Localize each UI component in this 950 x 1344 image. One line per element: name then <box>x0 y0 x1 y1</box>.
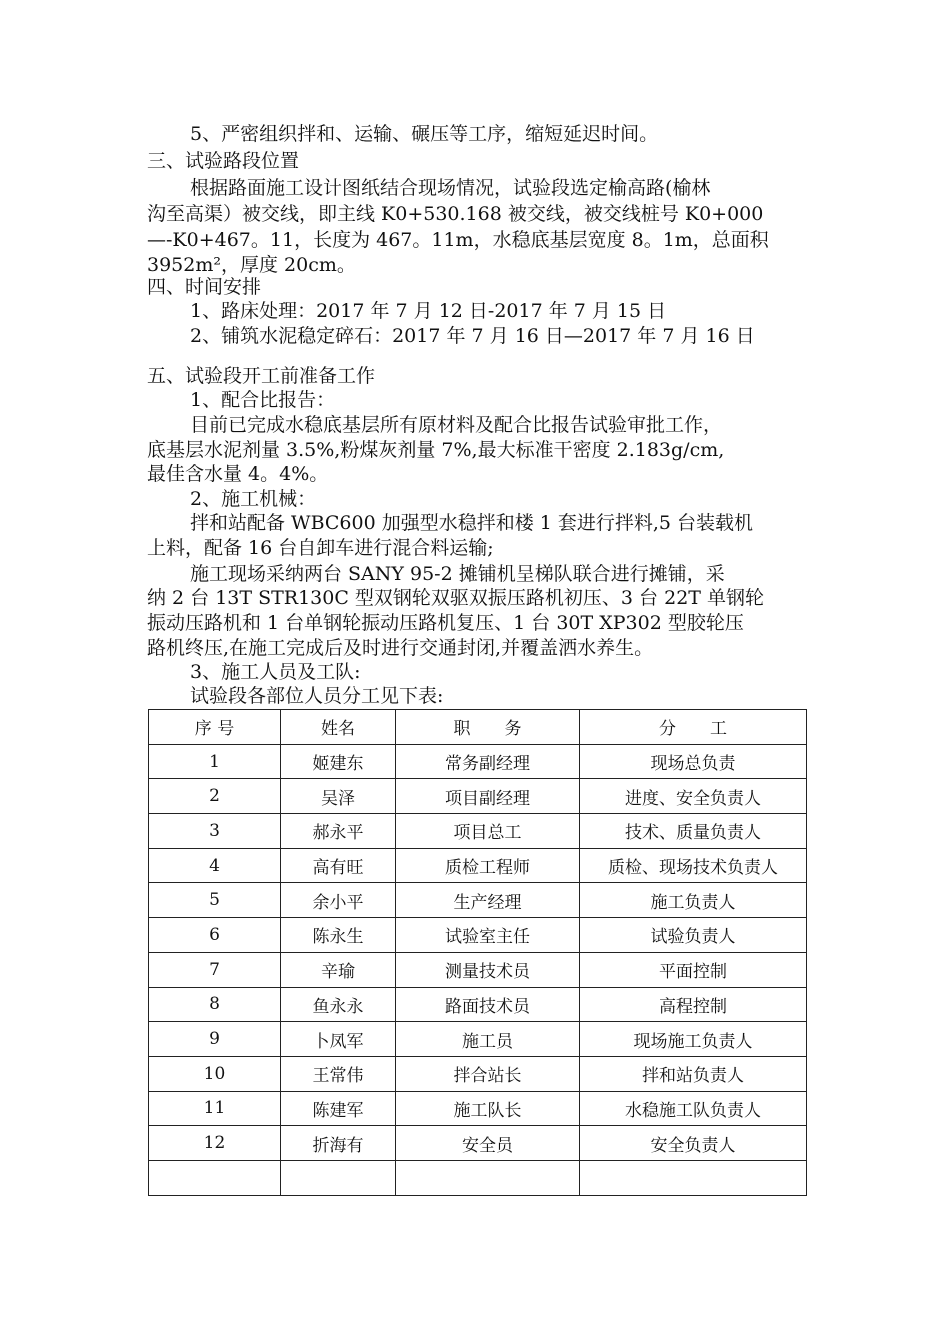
cell-name: 鱼永永 <box>281 987 396 1022</box>
cell-duty: 现场总负责 <box>580 744 807 779</box>
cell-position: 项目总工 <box>396 814 580 849</box>
cell-number: 10 <box>149 1056 281 1091</box>
paragraph-line: 最佳含水量 4。4%。 <box>147 463 329 485</box>
paragraph-line: 3952m²，厚度 20cm。 <box>147 254 356 276</box>
paragraph-line: 振动压路机和 1 台单钢轮振动压路机复压、1 台 30T XP302 型胶轮压 <box>147 612 744 634</box>
table-row <box>149 1056 807 1091</box>
cell-position: 质检工程师 <box>396 848 580 883</box>
cell-duty: 拌和站负责人 <box>580 1056 807 1091</box>
paragraph-line: 拌和站配备 WBC600 加强型水稳拌和楼 1 套进行拌料,5 台装载机 <box>190 512 754 534</box>
cell-position <box>396 1160 580 1195</box>
cell-duty: 施工负责人 <box>580 883 807 918</box>
cell-duty: 高程控制 <box>580 987 807 1022</box>
cell-duty: 进度、安全负责人 <box>580 779 807 814</box>
cell-number <box>149 1160 281 1195</box>
cell-number: 11 <box>149 1091 281 1126</box>
cell-number: 6 <box>149 918 281 953</box>
table-row <box>149 814 807 849</box>
cell-name: 高有旺 <box>281 848 396 883</box>
paragraph-line: 施工现场采纳两台 SANY 95-2 摊铺机呈梯队联合进行摊铺，采 <box>190 563 725 585</box>
cell-number: 3 <box>149 814 281 849</box>
cell-number: 8 <box>149 987 281 1022</box>
paragraph-line: 5、严密组织拌和、运输、碾压等工序，缩短延迟时间。 <box>190 123 659 145</box>
paragraph-line: 1、路床处理：2017 年 7 月 12 日-2017 年 7 月 15 日 <box>190 300 667 322</box>
cell-position: 施工队长 <box>396 1091 580 1126</box>
paragraph-line: 路机终压,在施工完成后及时进行交通封闭,并覆盖洒水养生。 <box>147 637 654 659</box>
table-row <box>149 848 807 883</box>
table-row <box>149 952 807 987</box>
paragraph-line: 2、施工机械： <box>190 488 317 510</box>
paragraph-line: 3、施工人员及工队: <box>190 661 361 683</box>
cell-position: 试验室主任 <box>396 918 580 953</box>
cell-number: 4 <box>149 848 281 883</box>
cell-duty: 试验负责人 <box>580 918 807 953</box>
table-row <box>149 1160 807 1195</box>
cell-duty <box>580 1160 807 1195</box>
paragraph-line: 上料，配备 16 台自卸车进行混合料运输; <box>147 537 494 559</box>
cell-name: 陈永生 <box>281 918 396 953</box>
cell-position: 路面技术员 <box>396 987 580 1022</box>
cell-name: 郝永平 <box>281 814 396 849</box>
table-row <box>149 987 807 1022</box>
header-cell-number: 序 号 <box>149 710 281 745</box>
cell-number: 1 <box>149 744 281 779</box>
cell-duty: 安全负责人 <box>580 1126 807 1161</box>
section-heading: 五、试验段开工前准备工作 <box>147 365 376 387</box>
cell-name: 吴泽 <box>281 779 396 814</box>
header-cell-duty: 分 工 <box>580 710 807 745</box>
cell-position: 项目副经理 <box>396 779 580 814</box>
cell-name: 余小平 <box>281 883 396 918</box>
cell-number: 9 <box>149 1022 281 1057</box>
cell-name <box>281 1160 396 1195</box>
cell-name: 陈建军 <box>281 1091 396 1126</box>
cell-number: 7 <box>149 952 281 987</box>
cell-position: 施工员 <box>396 1022 580 1057</box>
header-cell-name: 姓名 <box>281 710 396 745</box>
table-row <box>149 883 807 918</box>
cell-name: 卜凤军 <box>281 1022 396 1057</box>
table-header-row <box>149 710 807 745</box>
cell-position: 常务副经理 <box>396 744 580 779</box>
paragraph-line: 沟至高渠）被交线，即主线 K0+530.168 被交线，被交线桩号 K0+000 <box>147 203 764 225</box>
table-row <box>149 779 807 814</box>
cell-name: 姬建东 <box>281 744 396 779</box>
section-heading: 三、试验路段位置 <box>147 150 300 172</box>
paragraph-line: 目前已完成水稳底基层所有原材料及配合比报告试验审批工作， <box>190 414 723 436</box>
cell-duty: 技术、质量负责人 <box>580 814 807 849</box>
cell-name: 折海有 <box>281 1126 396 1161</box>
paragraph-line: 2、铺筑水泥稳定碎石：2017 年 7 月 16 日—2017 年 7 月 16 日 <box>190 325 755 347</box>
table-caption: 试验段各部位人员分工见下表: <box>190 685 444 707</box>
cell-position: 安全员 <box>396 1126 580 1161</box>
cell-name: 辛瑜 <box>281 952 396 987</box>
cell-duty: 水稳施工队负责人 <box>580 1091 807 1126</box>
cell-position: 拌合站长 <box>396 1056 580 1091</box>
paragraph-line: 纳 2 台 13T STR130C 型双钢轮双驱双振压路机初压、3 台 22T 单钢轮 <box>147 587 764 609</box>
table-row <box>149 1022 807 1057</box>
table-row <box>149 744 807 779</box>
paragraph-line: 底基层水泥剂量 3.5%,粉煤灰剂量 7%,最大标准干密度 2.183g/cm, <box>147 439 725 461</box>
cell-position: 生产经理 <box>396 883 580 918</box>
staff-assignment-table <box>148 709 807 1196</box>
section-heading: 四、时间安排 <box>147 276 262 298</box>
cell-duty: 平面控制 <box>580 952 807 987</box>
table-row <box>149 1091 807 1126</box>
paragraph-line: —-K0+467。11，长度为 467。11m，水稳底基层宽度 8。1m，总面积 <box>147 229 769 251</box>
table-row <box>149 1126 807 1161</box>
table-row <box>149 918 807 953</box>
cell-number: 2 <box>149 779 281 814</box>
cell-number: 12 <box>149 1126 281 1161</box>
paragraph-line: 1、配合比报告： <box>190 389 336 411</box>
cell-name: 王常伟 <box>281 1056 396 1091</box>
header-cell-position: 职 务 <box>396 710 580 745</box>
cell-number: 5 <box>149 883 281 918</box>
cell-position: 测量技术员 <box>396 952 580 987</box>
cell-duty: 质检、现场技术负责人 <box>580 848 807 883</box>
cell-duty: 现场施工负责人 <box>580 1022 807 1057</box>
paragraph-line: 根据路面施工设计图纸结合现场情况，试验段选定榆高路(榆林 <box>190 177 711 199</box>
